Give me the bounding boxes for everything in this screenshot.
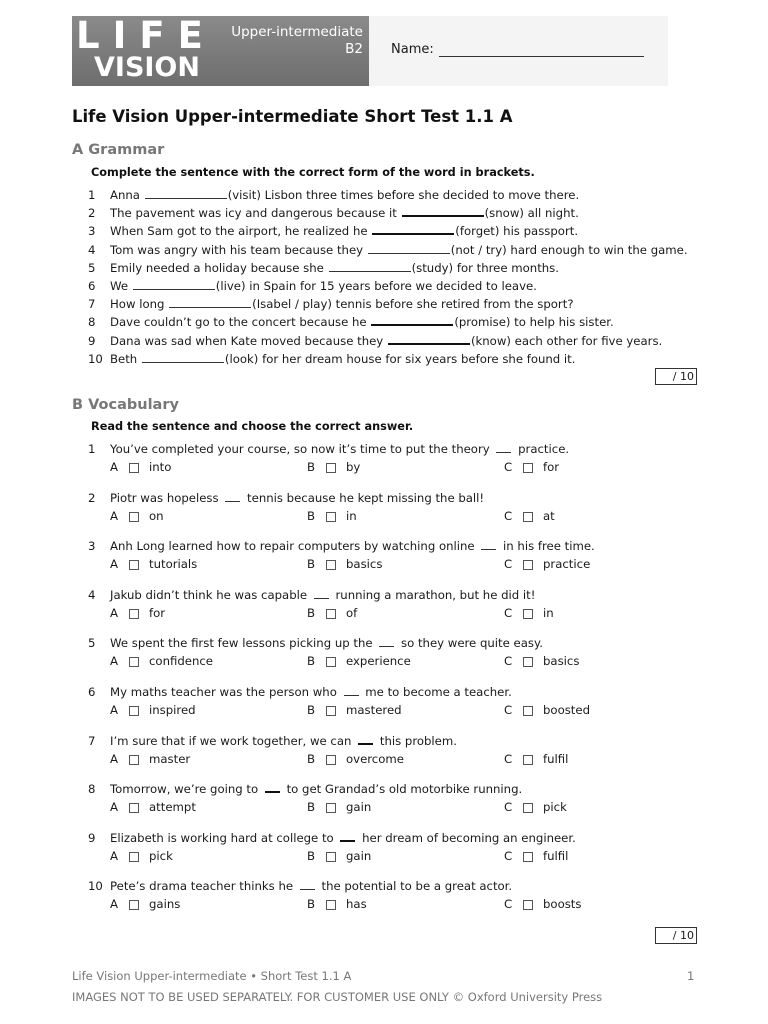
option-letter: C bbox=[504, 897, 513, 912]
answer-options bbox=[88, 507, 708, 525]
grammar-instruction: Complete the sentence with the correct form of the word in brackets. bbox=[91, 166, 535, 179]
option-letter: A bbox=[110, 460, 118, 474]
question-text-after: (know) each other for five years. bbox=[470, 333, 663, 348]
option-letter: A bbox=[110, 654, 118, 669]
question-text bbox=[110, 634, 543, 652]
question-number: 10 bbox=[88, 879, 103, 894]
grammar-question bbox=[88, 277, 708, 295]
grammar-question-list bbox=[88, 186, 708, 368]
option-letter: C bbox=[504, 702, 513, 717]
option-text: overcome bbox=[346, 751, 404, 766]
vocabulary-question-line bbox=[88, 829, 708, 847]
answer-option[interactable] bbox=[504, 798, 701, 816]
vocabulary-question bbox=[88, 877, 708, 926]
question-text bbox=[110, 259, 559, 277]
checkbox-icon[interactable] bbox=[326, 803, 336, 813]
checkbox-icon[interactable] bbox=[523, 706, 533, 716]
grammar-question bbox=[88, 241, 708, 259]
answer-blank bbox=[225, 491, 240, 502]
option-letter: B bbox=[307, 605, 316, 620]
option-letter: B bbox=[307, 460, 316, 474]
answer-option[interactable] bbox=[307, 798, 504, 816]
option-text: attempt bbox=[149, 800, 196, 815]
option-letter: C bbox=[504, 848, 513, 863]
grammar-question bbox=[88, 204, 708, 222]
answer-option[interactable] bbox=[110, 458, 307, 476]
answer-options bbox=[88, 555, 708, 573]
option-text: fulfil bbox=[543, 848, 569, 863]
answer-options bbox=[88, 458, 708, 476]
option-text: gain bbox=[346, 848, 372, 863]
question-text bbox=[110, 332, 662, 350]
answer-blank bbox=[265, 781, 280, 793]
vocabulary-instruction: Read the sentence and choose the correct answer. bbox=[91, 420, 414, 433]
answer-blank[interactable] bbox=[402, 204, 484, 217]
question-text-after: me to become a teacher. bbox=[361, 684, 512, 699]
question-number: 1 bbox=[88, 442, 96, 456]
question-number: 3 bbox=[88, 539, 96, 554]
vocabulary-question bbox=[88, 780, 708, 829]
option-text: of bbox=[346, 605, 358, 620]
level-name: Upper-intermediate bbox=[231, 24, 363, 40]
checkbox-icon[interactable] bbox=[326, 512, 336, 522]
option-text: practice bbox=[543, 557, 591, 572]
vocabulary-question-list bbox=[88, 440, 708, 926]
question-text-after: (live) in Spain for 15 years before we decided to leave. bbox=[215, 279, 537, 294]
checkbox-icon[interactable] bbox=[523, 512, 533, 522]
answer-option[interactable] bbox=[110, 701, 307, 719]
option-text: fulfil bbox=[543, 751, 569, 766]
checkbox-icon[interactable] bbox=[523, 755, 533, 765]
question-text bbox=[110, 277, 537, 295]
question-number: 2 bbox=[88, 490, 96, 505]
question-text-before: How long bbox=[110, 297, 169, 312]
option-text: confidence bbox=[149, 654, 213, 669]
answer-option[interactable] bbox=[504, 750, 701, 768]
question-text-after: in his free time. bbox=[499, 539, 595, 554]
vocabulary-question bbox=[88, 634, 708, 683]
vocabulary-question bbox=[88, 683, 708, 732]
question-number: 8 bbox=[88, 315, 96, 330]
answer-option[interactable] bbox=[307, 701, 504, 719]
answer-option[interactable] bbox=[307, 895, 504, 913]
answer-option[interactable] bbox=[504, 555, 701, 573]
question-number: 1 bbox=[88, 188, 96, 202]
vocabulary-question-line bbox=[88, 440, 708, 458]
checkbox-icon[interactable] bbox=[523, 803, 533, 813]
answer-blank[interactable] bbox=[371, 313, 453, 326]
checkbox-icon[interactable] bbox=[129, 755, 139, 765]
option-letter: C bbox=[504, 508, 513, 523]
name-field bbox=[391, 41, 644, 57]
checkbox-icon[interactable] bbox=[129, 706, 139, 716]
answer-option[interactable] bbox=[307, 652, 504, 670]
grammar-score-box: / 10 bbox=[655, 368, 697, 385]
option-letter: C bbox=[504, 751, 513, 766]
question-text bbox=[110, 222, 578, 240]
answer-blank[interactable] bbox=[145, 187, 227, 199]
option-letter: B bbox=[307, 557, 316, 572]
option-letter: C bbox=[504, 654, 513, 669]
answer-options bbox=[88, 847, 708, 865]
answer-option[interactable] bbox=[110, 847, 307, 865]
option-letter: C bbox=[504, 557, 513, 572]
answer-blank[interactable] bbox=[388, 332, 470, 345]
answer-option[interactable] bbox=[504, 895, 701, 913]
grammar-question bbox=[88, 222, 708, 240]
answer-option[interactable] bbox=[110, 750, 307, 768]
question-number: 3 bbox=[88, 224, 96, 239]
checkbox-icon[interactable] bbox=[129, 609, 139, 619]
question-number: 8 bbox=[88, 782, 96, 797]
option-text: on bbox=[149, 508, 164, 523]
grammar-question bbox=[88, 350, 708, 368]
question-number: 4 bbox=[88, 242, 96, 257]
question-number: 10 bbox=[88, 351, 103, 366]
question-number: 9 bbox=[88, 333, 96, 348]
question-number: 2 bbox=[88, 206, 96, 221]
question-text-after: (not / try) hard enough to win the game. bbox=[450, 242, 688, 257]
answer-option[interactable] bbox=[307, 507, 504, 525]
answer-blank bbox=[379, 636, 394, 647]
question-text bbox=[110, 683, 512, 701]
answer-options bbox=[88, 701, 708, 719]
question-number: 7 bbox=[88, 297, 96, 312]
question-text-after: (visit) Lisbon three times before she decided to move there. bbox=[227, 188, 580, 202]
option-text: pick bbox=[543, 800, 567, 815]
option-letter: C bbox=[504, 800, 513, 815]
option-letter: A bbox=[110, 897, 118, 912]
answer-option[interactable] bbox=[307, 750, 504, 768]
question-text-before: I’m sure that if we work together, we can bbox=[110, 733, 356, 748]
option-letter: A bbox=[110, 508, 118, 523]
answer-blank[interactable] bbox=[372, 222, 454, 235]
question-text-after: (snow) all night. bbox=[484, 206, 579, 221]
checkbox-icon[interactable] bbox=[129, 512, 139, 522]
option-letter: B bbox=[307, 751, 316, 766]
option-letter: A bbox=[110, 557, 118, 572]
checkbox-icon[interactable] bbox=[523, 900, 533, 910]
grammar-question bbox=[88, 313, 708, 331]
option-letter: B bbox=[307, 508, 316, 523]
option-text: inspired bbox=[149, 702, 196, 717]
checkbox-icon[interactable] bbox=[326, 755, 336, 765]
question-text-after: running a marathon, but he did it! bbox=[331, 587, 536, 602]
question-text bbox=[110, 829, 576, 847]
checkbox-icon[interactable] bbox=[523, 560, 533, 570]
question-text bbox=[110, 489, 484, 507]
option-letter: B bbox=[307, 897, 316, 912]
question-text-before: We spent the first few lessons picking up the bbox=[110, 636, 377, 651]
question-text-before: We bbox=[110, 279, 132, 294]
life-vision-logo bbox=[72, 16, 369, 86]
question-text-after: the potential to be a great actor. bbox=[317, 879, 513, 894]
checkbox-icon[interactable] bbox=[129, 657, 139, 667]
option-letter: C bbox=[504, 460, 513, 474]
checkbox-icon[interactable] bbox=[523, 609, 533, 619]
question-text-before: You’ve completed your course, so now it’s time to put the theory bbox=[110, 442, 494, 456]
answer-option[interactable] bbox=[110, 895, 307, 913]
answer-options bbox=[88, 604, 708, 622]
question-text-before: Beth bbox=[110, 351, 141, 366]
answer-options bbox=[88, 895, 708, 913]
answer-option[interactable] bbox=[504, 701, 701, 719]
vocabulary-question-line bbox=[88, 489, 708, 507]
level-code: B2 bbox=[345, 41, 363, 57]
question-text-after: practice. bbox=[514, 442, 570, 456]
level-label bbox=[231, 24, 363, 58]
checkbox-icon[interactable] bbox=[326, 706, 336, 716]
question-text bbox=[110, 877, 512, 895]
answer-option[interactable] bbox=[307, 555, 504, 573]
answer-option[interactable] bbox=[504, 652, 701, 670]
page-title: Life Vision Upper-intermediate Short Test 1.1 A bbox=[72, 107, 513, 126]
logo-vision-text: VISION bbox=[94, 52, 200, 83]
question-text bbox=[110, 780, 522, 798]
answer-blank[interactable] bbox=[133, 278, 215, 290]
answer-option[interactable] bbox=[504, 847, 701, 865]
vocabulary-score-box: / 10 bbox=[655, 927, 697, 944]
answer-option[interactable] bbox=[504, 604, 701, 622]
answer-blank bbox=[340, 830, 355, 842]
name-line[interactable] bbox=[439, 41, 644, 57]
footer-page-number: 1 bbox=[687, 969, 695, 983]
question-text-before: Dave couldn’t go to the concert because he bbox=[110, 315, 371, 330]
vocabulary-question bbox=[88, 732, 708, 781]
question-text-before: Emily needed a holiday because she bbox=[110, 260, 328, 275]
option-letter: B bbox=[307, 702, 316, 717]
option-text: mastered bbox=[346, 702, 402, 717]
grammar-question bbox=[88, 332, 708, 350]
option-letter: A bbox=[110, 800, 118, 815]
checkbox-icon[interactable] bbox=[523, 852, 533, 862]
question-text-before: The pavement was icy and dangerous because it bbox=[110, 206, 401, 221]
option-text: for bbox=[543, 460, 560, 474]
grammar-heading: A Grammar bbox=[72, 142, 165, 158]
answer-blank bbox=[344, 685, 359, 696]
vocabulary-question-line bbox=[88, 634, 708, 652]
option-text: boosted bbox=[543, 702, 591, 717]
option-text: basics bbox=[543, 654, 580, 669]
vocabulary-question-line bbox=[88, 586, 708, 604]
option-letter: A bbox=[110, 702, 118, 717]
vocabulary-question bbox=[88, 829, 708, 878]
checkbox-icon[interactable] bbox=[523, 463, 533, 473]
option-text: by bbox=[346, 460, 361, 474]
answer-option[interactable] bbox=[110, 555, 307, 573]
checkbox-icon[interactable] bbox=[523, 657, 533, 667]
question-text-before: Anh Long learned how to repair computers by watching online bbox=[110, 539, 479, 554]
checkbox-icon[interactable] bbox=[326, 560, 336, 570]
question-text-before: Jakub didn’t think he was capable bbox=[110, 587, 311, 602]
vocabulary-question bbox=[88, 440, 708, 489]
question-text bbox=[110, 295, 574, 313]
question-number: 6 bbox=[88, 279, 96, 294]
question-text-before: Anna bbox=[110, 188, 144, 202]
vocabulary-question bbox=[88, 586, 708, 635]
answer-option[interactable] bbox=[110, 798, 307, 816]
question-text-before: Piotr was hopeless bbox=[110, 490, 223, 505]
checkbox-icon[interactable] bbox=[326, 900, 336, 910]
question-text bbox=[110, 586, 535, 604]
question-number: 6 bbox=[88, 684, 96, 699]
vocabulary-heading: B Vocabulary bbox=[72, 397, 179, 413]
question-number: 7 bbox=[88, 733, 96, 748]
answer-option[interactable] bbox=[504, 507, 701, 525]
option-text: in bbox=[346, 508, 357, 523]
question-text-after: to get Grandad’s old motorbike running. bbox=[282, 782, 523, 797]
grammar-question bbox=[88, 259, 708, 277]
question-text-after: this problem. bbox=[376, 733, 457, 748]
answer-option[interactable] bbox=[307, 604, 504, 622]
answer-blank[interactable] bbox=[368, 242, 450, 254]
checkbox-icon[interactable] bbox=[326, 463, 336, 473]
question-text bbox=[110, 537, 595, 555]
checkbox-icon[interactable] bbox=[129, 900, 139, 910]
question-text-after: (promise) to help his sister. bbox=[454, 315, 614, 330]
question-text bbox=[110, 313, 614, 331]
question-text-before: When Sam got to the airport, he realized he bbox=[110, 224, 372, 239]
question-number: 4 bbox=[88, 587, 96, 602]
option-text: pick bbox=[149, 848, 173, 863]
answer-blank bbox=[481, 539, 496, 550]
question-text-after: (Isabel / play) tennis before she retired from the sport? bbox=[252, 297, 574, 312]
question-text-after: tennis because he kept missing the ball! bbox=[243, 490, 485, 505]
answer-blank bbox=[358, 733, 373, 745]
checkbox-icon[interactable] bbox=[129, 803, 139, 813]
option-text: into bbox=[149, 460, 172, 474]
question-text bbox=[110, 241, 688, 259]
footer-copyright: IMAGES NOT TO BE USED SEPARATELY. FOR CUSTOMER USE ONLY © Oxford University Press bbox=[72, 990, 603, 1004]
option-text: at bbox=[543, 508, 555, 523]
checkbox-icon[interactable] bbox=[326, 657, 336, 667]
question-text-before: Tom was angry with his team because they bbox=[110, 242, 367, 257]
logo-life-text: LIFE bbox=[76, 16, 216, 57]
answer-option[interactable] bbox=[307, 458, 504, 476]
option-text: basics bbox=[346, 557, 383, 572]
vocabulary-question bbox=[88, 489, 708, 538]
question-text bbox=[110, 440, 569, 458]
question-number: 5 bbox=[88, 260, 96, 275]
answer-blank[interactable] bbox=[142, 351, 224, 363]
vocabulary-question-line bbox=[88, 683, 708, 701]
answer-options bbox=[88, 652, 708, 670]
vocabulary-question-line bbox=[88, 780, 708, 798]
answer-blank[interactable] bbox=[169, 296, 251, 308]
answer-options bbox=[88, 750, 708, 768]
option-text: experience bbox=[346, 654, 411, 669]
footer-test-name: Life Vision Upper-intermediate • Short Test 1.1 A bbox=[72, 969, 352, 983]
question-text-after: (forget) his passport. bbox=[455, 224, 579, 239]
answer-blank bbox=[314, 588, 329, 599]
option-letter: B bbox=[307, 800, 316, 815]
answer-blank[interactable] bbox=[329, 260, 411, 272]
answer-option[interactable] bbox=[504, 458, 701, 476]
vocabulary-question-line bbox=[88, 877, 708, 895]
vocabulary-question bbox=[88, 537, 708, 586]
checkbox-icon[interactable] bbox=[129, 852, 139, 862]
answer-options bbox=[88, 798, 708, 816]
option-letter: A bbox=[110, 751, 118, 766]
question-text-after: her dream of becoming an engineer. bbox=[358, 830, 576, 845]
question-text bbox=[110, 732, 457, 750]
answer-blank bbox=[300, 879, 315, 890]
option-letter: C bbox=[504, 605, 513, 620]
option-letter: B bbox=[307, 848, 316, 863]
grammar-question bbox=[88, 186, 708, 204]
vocabulary-question-line bbox=[88, 732, 708, 750]
question-number: 9 bbox=[88, 830, 96, 845]
grammar-question bbox=[88, 295, 708, 313]
question-text-before: Dana was sad when Kate moved because they bbox=[110, 333, 387, 348]
question-text bbox=[110, 186, 579, 204]
option-text: has bbox=[346, 897, 367, 912]
question-text-after: (study) for three months. bbox=[411, 260, 559, 275]
question-text-before: My maths teacher was the person who bbox=[110, 684, 341, 699]
option-text: master bbox=[149, 751, 191, 766]
answer-option[interactable] bbox=[110, 652, 307, 670]
option-text: for bbox=[149, 605, 166, 620]
question-text-before: Tomorrow, we’re going to bbox=[110, 782, 262, 797]
option-letter: A bbox=[110, 848, 118, 863]
option-text: boosts bbox=[543, 897, 582, 912]
option-letter: B bbox=[307, 654, 316, 669]
name-label: Name: bbox=[391, 42, 434, 57]
question-text bbox=[110, 350, 575, 368]
answer-option[interactable] bbox=[110, 507, 307, 525]
answer-option[interactable] bbox=[110, 604, 307, 622]
checkbox-icon[interactable] bbox=[326, 609, 336, 619]
checkbox-icon[interactable] bbox=[326, 852, 336, 862]
question-text-after: so they were quite easy. bbox=[397, 636, 543, 651]
option-letter: A bbox=[110, 605, 118, 620]
question-text bbox=[110, 204, 579, 222]
option-text: gain bbox=[346, 800, 372, 815]
checkbox-icon[interactable] bbox=[129, 463, 139, 473]
answer-option[interactable] bbox=[307, 847, 504, 865]
answer-blank bbox=[496, 442, 511, 453]
question-text-before: Pete’s drama teacher thinks he bbox=[110, 879, 297, 894]
checkbox-icon[interactable] bbox=[129, 560, 139, 570]
option-text: tutorials bbox=[149, 557, 198, 572]
question-number: 5 bbox=[88, 636, 96, 651]
option-text: gains bbox=[149, 897, 181, 912]
question-text-after: (look) for her dream house for six years before she found it. bbox=[224, 351, 576, 366]
question-text-before: Elizabeth is working hard at college to bbox=[110, 830, 338, 845]
option-text: in bbox=[543, 605, 554, 620]
vocabulary-question-line bbox=[88, 537, 708, 555]
